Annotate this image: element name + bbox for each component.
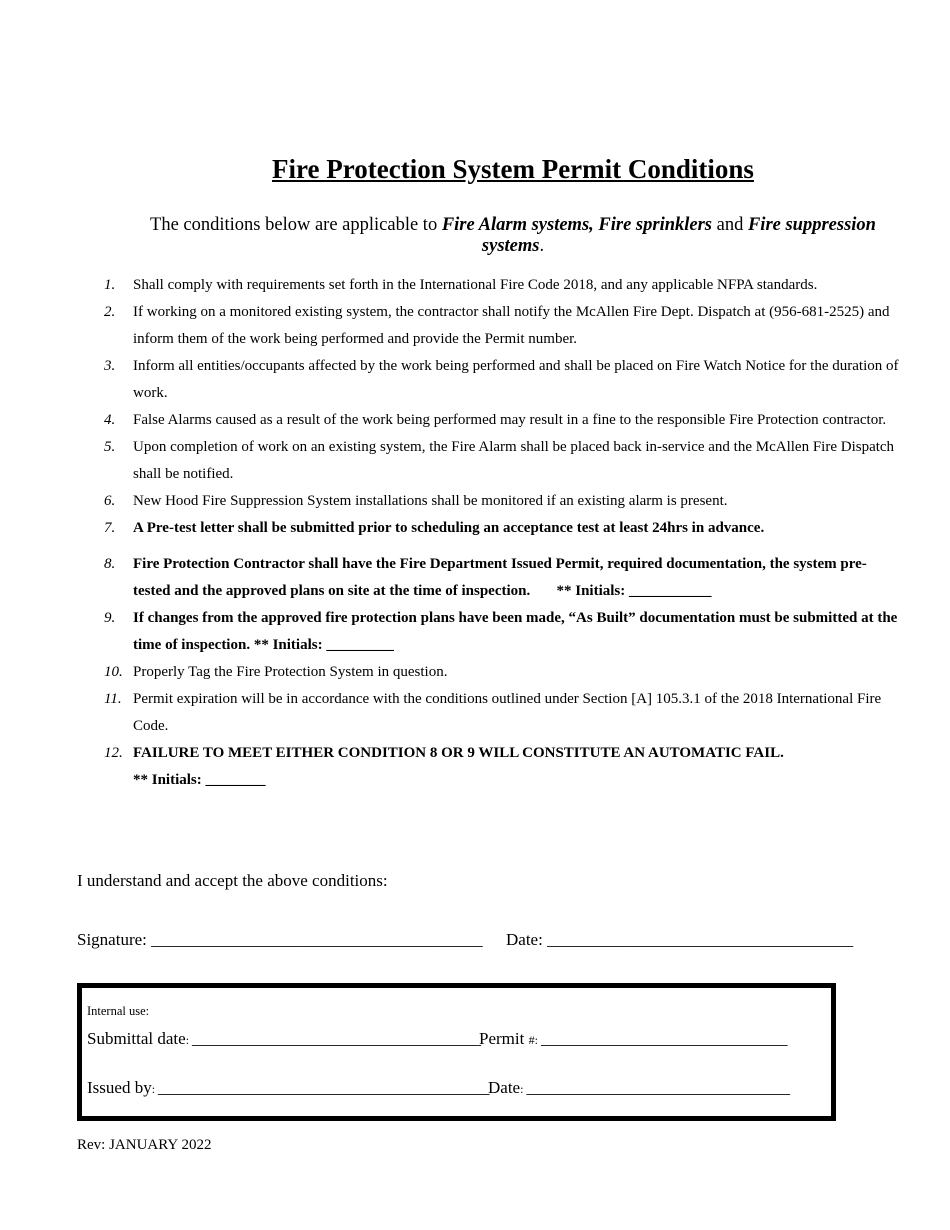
condition-item xyxy=(104,659,899,686)
condition-text: New Hood Fire Suppression System installations shall be monitored if an existing alarm is present. xyxy=(133,493,728,509)
condition-item xyxy=(104,488,899,515)
condition-text: Upon completion of work on an existing system, the Fire Alarm shall be placed back in-service and the McAllen Fire Dispatch shall be notified. xyxy=(133,439,895,482)
condition-number: 7. xyxy=(104,520,116,536)
issued-by-label: Issued by xyxy=(87,1078,152,1097)
condition-text: Properly Tag the Fire Protection System in question. xyxy=(133,664,448,680)
applicability-statement xyxy=(140,215,886,257)
condition-text: If working on a monitored existing system, the contractor shall notify the McAllen Fire Dept. Dispatch at (956-681-2525) and inform them of the work being performed and provide the Permit number. xyxy=(133,304,890,347)
condition-number: 8. xyxy=(104,556,116,572)
subtitle-fire-suppression: Fire suppression systems xyxy=(481,215,876,256)
signature-label: Signature: xyxy=(77,930,152,949)
internal-date-label: Date xyxy=(488,1078,521,1097)
condition-text: False Alarms caused as a result of the work being performed may result in a fine to the responsible Fire Protection contractor. xyxy=(133,412,887,428)
internal-date-line[interactable]: _______________________________ xyxy=(526,1078,790,1097)
acceptance-statement: I understand and accept the above conditions: xyxy=(77,871,388,890)
subtitle-fire-alarm: Fire Alarm systems xyxy=(441,215,590,235)
condition-number: 10. xyxy=(104,664,123,680)
condition-item xyxy=(104,434,899,488)
condition-number: 4. xyxy=(104,412,116,428)
initials-field[interactable]: ** Initials: _________ xyxy=(253,637,394,653)
condition-number: 12. xyxy=(104,745,123,761)
condition-number: 1. xyxy=(104,277,116,293)
colon: : xyxy=(520,1082,527,1096)
internal-date-field[interactable] xyxy=(488,1078,790,1098)
condition-item xyxy=(104,686,899,740)
colon: : xyxy=(185,1033,193,1047)
permit-label: Permit xyxy=(479,1029,529,1048)
condition-number: 6. xyxy=(104,493,116,509)
conditions-list xyxy=(104,272,899,794)
condition-item xyxy=(104,407,899,434)
permit-number-field[interactable] xyxy=(479,1029,787,1049)
colon: : xyxy=(151,1082,159,1096)
condition-item xyxy=(104,299,899,353)
condition-text: Shall comply with requirements set forth in the International Fire Code 2018, and any applicable NFPA standards. xyxy=(133,277,818,293)
initials-field[interactable]: ** Initials: ________ xyxy=(133,772,266,788)
date-label: Date: xyxy=(506,930,548,949)
submittal-date-line[interactable]: __________________________________ xyxy=(192,1029,482,1048)
condition-item xyxy=(104,353,899,407)
condition-item xyxy=(104,515,899,542)
subtitle-fire-sprinklers: Fire sprinklers xyxy=(598,215,712,235)
condition-text: Permit expiration will be in accordance with the conditions outlined under Section [A] 105.3.1 of the 2018 International Fire Code. xyxy=(133,691,882,734)
internal-use-label: Internal use: xyxy=(87,1004,150,1018)
internal-use-box xyxy=(77,983,836,1121)
condition-text: If changes from the approved fire protection plans have been made, “As Built” documentation must be submitted at the time of inspection. xyxy=(133,610,898,653)
issued-by-line[interactable]: _______________________________________ xyxy=(158,1078,490,1097)
condition-text: A Pre-test letter shall be submitted prior to scheduling an acceptance test at least 24hrs in advance. xyxy=(133,520,765,536)
condition-item xyxy=(104,551,899,605)
permit-line[interactable]: _____________________________ xyxy=(540,1029,788,1048)
submittal-date-label: Submittal date xyxy=(87,1029,186,1048)
condition-number: 9. xyxy=(104,610,116,626)
condition-number: 2. xyxy=(104,304,116,320)
subtitle-prefix: The conditions below are applicable to xyxy=(150,215,442,235)
page-title: Fire Protection System Permit Conditions xyxy=(272,154,754,184)
subtitle-suffix: . xyxy=(539,236,545,256)
condition-item xyxy=(104,272,899,299)
signature-field[interactable] xyxy=(77,930,483,950)
initials-field[interactable]: ** Initials: ___________ xyxy=(556,583,712,599)
submittal-date-field[interactable] xyxy=(87,1029,481,1049)
subtitle-and: and xyxy=(712,215,748,235)
signature-line[interactable]: _______________________________________ xyxy=(151,930,483,949)
condition-text: Inform all entities/occupants affected by the work being performed and shall be placed on Fire Watch Notice for the duration of work. xyxy=(133,358,899,401)
condition-number: 5. xyxy=(104,439,116,455)
issued-by-field[interactable] xyxy=(87,1078,490,1098)
condition-text: Fire Protection Contractor shall have the Fire Department Issued Permit, required documentation, the system pre-tested and the approved plans on site at the time of inspection. xyxy=(133,556,867,599)
condition-item xyxy=(104,740,899,794)
date-line[interactable]: ____________________________________ xyxy=(547,930,854,949)
hash: #: xyxy=(528,1033,541,1047)
condition-text: FAILURE TO MEET EITHER CONDITION 8 OR 9 WILL CONSTITUTE AN AUTOMATIC FAIL. xyxy=(133,745,784,761)
condition-number: 11. xyxy=(104,691,122,707)
date-field[interactable] xyxy=(506,930,853,950)
condition-item xyxy=(104,605,899,659)
condition-number: 3. xyxy=(104,358,116,374)
subtitle-separator: , xyxy=(589,215,599,235)
revision-label: Rev: JANUARY 2022 xyxy=(77,1137,212,1153)
